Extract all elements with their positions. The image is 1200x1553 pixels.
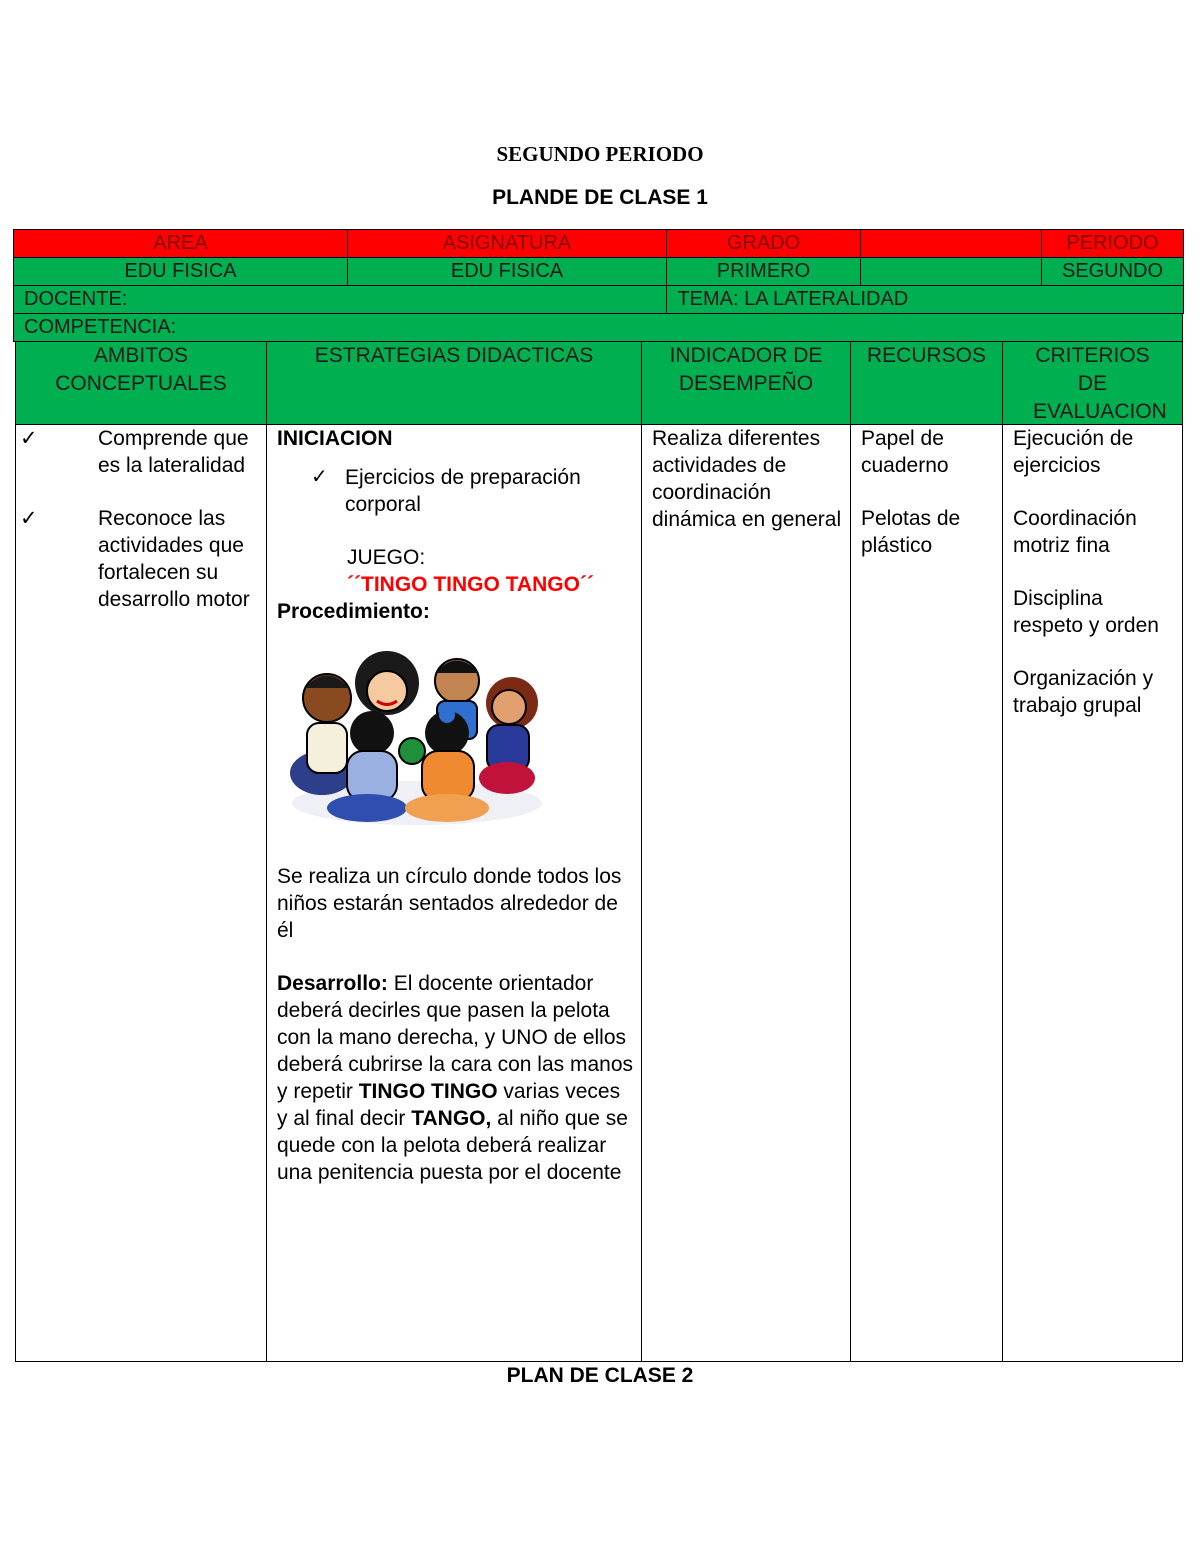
iniciacion-heading: INICIACION: [277, 427, 393, 450]
competencia-cell: COMPETENCIA:: [13, 313, 1183, 342]
asignatura-value: EDU FISICA: [347, 257, 667, 286]
periodo-value: SEGUNDO: [1041, 257, 1184, 286]
period-title: SEGUNDO PERIODO: [496, 142, 704, 166]
blank-value: [860, 257, 1042, 286]
tema-cell: TEMA: LA LATERALIDAD: [666, 285, 1184, 314]
header-row-competencia: [13, 313, 1183, 341]
criterios-header: CRITERIOS DE EVALUACION: [1003, 342, 1182, 425]
indicador-header: INDICADOR DE DESEMPEÑO: [642, 342, 850, 425]
header-table: [13, 229, 1183, 341]
estrategias-item-text: Ejercicios de preparación corporal: [345, 466, 581, 516]
header-row-values: [13, 257, 1183, 285]
indicador-column: [641, 341, 851, 1362]
desarrollo-part3: al niño que se quede con la pelota deberá realizar una penitencia puesta por el docente: [277, 1107, 628, 1184]
periodo-label: PERIODO: [1041, 229, 1184, 258]
plan1-title: PLANDE DE CLASE 1: [492, 186, 708, 209]
children-circle-illustration: [277, 633, 557, 833]
desarrollo-part1: El docente orientador deberá decirles que pasen la pelota con la mano derecha, y UNO de ellos deberá cubrirse la cara con las manos y repetir: [277, 972, 634, 1103]
criterios-item: Coordinación motriz fina: [1013, 507, 1137, 557]
header-row-labels: [13, 229, 1183, 257]
desarrollo-bold2: TANGO,: [411, 1107, 492, 1130]
recursos-item: Papel de cuaderno: [861, 427, 949, 477]
recursos-item: Pelotas de plástico: [861, 507, 961, 557]
area-label: AREA: [13, 229, 348, 258]
juego-label: JUEGO:: [347, 546, 426, 569]
estrategias-item: [277, 464, 633, 518]
recursos-column: [850, 341, 1003, 1362]
procedimiento-heading: Procedimiento:: [277, 600, 430, 623]
ambitos-item: [20, 425, 258, 479]
plan2-title: PLAN DE CLASE 2: [506, 1364, 694, 1387]
indicador-text: Realiza diferentes actividades de coordinación dinámica en general: [652, 427, 842, 531]
checkmark-icon: ✓: [311, 466, 328, 488]
asignatura-label: ASIGNATURA: [347, 229, 667, 258]
area-value: EDU FISICA: [13, 257, 348, 286]
desarrollo-bold1: TINGO TINGO: [358, 1080, 498, 1103]
grado-label: GRADO: [666, 229, 861, 258]
ambitos-item: [20, 505, 258, 613]
criterios-item: Disciplina respeto y orden: [1013, 587, 1159, 637]
criterios-item: Ejecución de ejercicios: [1013, 427, 1134, 477]
criterios-item: Organización y trabajo grupal: [1013, 667, 1154, 717]
juego-name: ´´TINGO TINGO TANGO´´: [347, 573, 594, 596]
ambitos-item-text: Reconoce las actividades que fortalecen su desarrollo motor: [98, 507, 250, 611]
criterios-column: [1002, 341, 1183, 1362]
header-row-docente: [13, 285, 1183, 313]
blank-label: [860, 229, 1042, 258]
desarrollo-part2: varias veces y al final decir: [277, 1080, 621, 1130]
desarrollo-text: [277, 970, 633, 1186]
lesson-table: [15, 341, 1183, 1362]
estrategias-header: ESTRATEGIAS DIDACTICAS: [267, 342, 641, 425]
grado-value: PRIMERO: [666, 257, 861, 286]
ambitos-column: [15, 341, 267, 1362]
ambitos-header: AMBITOS CONCEPTUALES: [16, 342, 266, 425]
recursos-header: RECURSOS: [851, 342, 1002, 425]
checkmark-icon: ✓: [20, 507, 38, 530]
checkmark-icon: ✓: [20, 427, 38, 450]
circle-text: Se realiza un círculo donde todos los niños estarán sentados alrededor de él: [277, 865, 622, 942]
desarrollo-label: Desarrollo:: [277, 972, 388, 995]
docente-cell: DOCENTE:: [13, 285, 667, 314]
ambitos-item-text: Comprende que es la lateralidad: [98, 427, 249, 477]
estrategias-column: [266, 341, 642, 1362]
